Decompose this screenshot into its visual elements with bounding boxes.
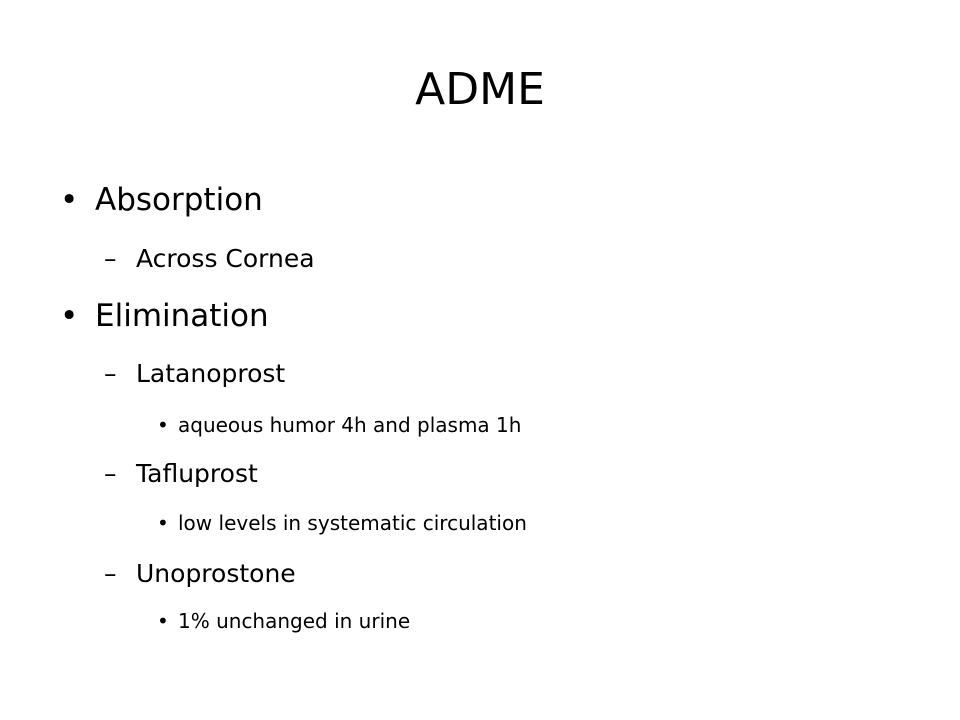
bullet-icon: • (60, 298, 79, 334)
bullet-icon: • (157, 511, 169, 535)
sub-bullet-text: Across Cornea (136, 244, 315, 273)
slide-title: ADME (415, 64, 545, 115)
dash-icon: – (104, 459, 117, 488)
detail-text: 1% unchanged in urine (178, 609, 411, 633)
bullet-icon: • (157, 609, 169, 633)
bullet-icon: • (157, 413, 169, 437)
bullet-icon: • (60, 182, 79, 218)
dash-icon: – (104, 359, 117, 388)
detail-text: aqueous humor 4h and plasma 1h (178, 413, 522, 437)
detail-text: low levels in systematic circulation (178, 511, 527, 535)
bullet-text: Elimination (95, 298, 269, 334)
sub-bullet-text: Unoprostone (136, 559, 296, 588)
sub-bullet-text: Tafluprost (136, 459, 258, 488)
sub-bullet-text: Latanoprost (136, 359, 286, 388)
dash-icon: – (104, 559, 117, 588)
bullet-text: Absorption (95, 182, 263, 218)
dash-icon: – (104, 244, 117, 273)
